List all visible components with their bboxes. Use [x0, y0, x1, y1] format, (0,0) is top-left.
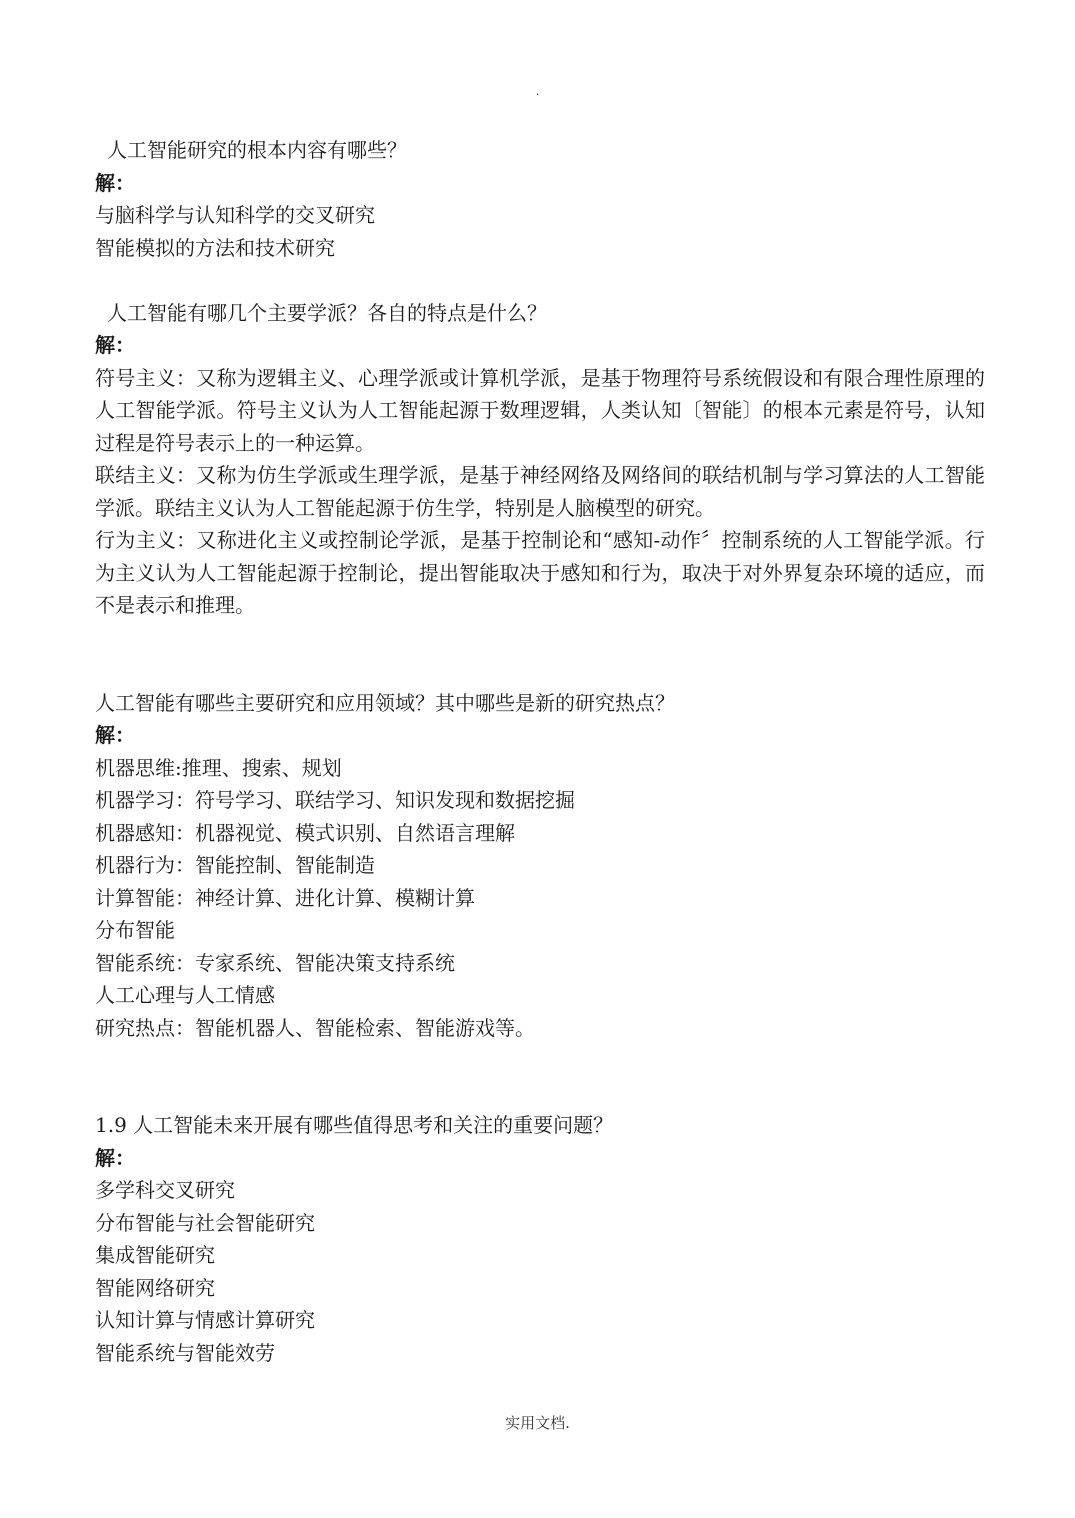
page-footer: 实用文档.	[505, 1414, 570, 1432]
document-body	[95, 134, 985, 1369]
answer-label: 解：	[95, 1145, 135, 1170]
answer-item: 智能系统与智能效劳	[95, 1340, 275, 1365]
answer-item: 智能模拟的方法和技术研究	[95, 235, 335, 260]
answer-item: 智能系统：专家系统、智能决策支持系统	[95, 950, 455, 975]
question-section-2	[95, 297, 985, 622]
question-heading: 1.9 人工智能未来开展有哪些值得思考和关注的重要问题？	[95, 1113, 614, 1137]
answer-label: 解：	[95, 333, 135, 357]
answer-item: 集成智能研究	[95, 1243, 215, 1267]
question-heading: 人工智能研究的根本内容有哪些？	[107, 138, 407, 162]
question-section-1	[95, 134, 985, 264]
answer-item: 分布智能与社会智能研究	[95, 1210, 315, 1235]
answer-item: 与脑科学与认知科学的交叉研究	[95, 203, 375, 227]
answer-label: 解：	[95, 170, 135, 195]
question-section-4	[95, 1109, 985, 1369]
answer-item: 机器学习：符号学习、联结学习、知识发现和数据挖掘	[95, 788, 575, 812]
answer-item: 机器思维:推理、搜索、规划	[95, 755, 342, 780]
answer-label: 解：	[95, 723, 135, 747]
header-mark: .	[536, 87, 540, 98]
answer-item: 智能网络研究	[95, 1275, 215, 1300]
answer-item: 计算智能：神经计算、进化计算、模糊计算	[95, 885, 475, 910]
answer-item: 分布智能	[95, 918, 175, 942]
answer-item: 多学科交叉研究	[95, 1178, 235, 1202]
question-heading: 人工智能有哪几个主要学派？各自的特点是什么？	[107, 300, 547, 325]
question-section-3	[95, 687, 985, 1045]
answer-item: 认知计算与情感计算研究	[95, 1308, 315, 1332]
answer-paragraph: 符号主义：又称为逻辑主义、心理学派或计算机学派，是基于物理符号系统假设和有限合理性原理的人工智能学派。符号主义认为人工智能起源于数理逻辑，人类认知〔智能〕的根本元素是符号，认知过程是符号表示上的一种运算。	[95, 365, 985, 455]
answer-item: 研究热点：智能机器人、智能检索、智能游戏等。	[95, 1015, 535, 1040]
answer-item: 机器感知：机器视觉、模式识别、自然语言理解	[95, 820, 515, 845]
answer-item: 人工心理与人工情感	[95, 983, 275, 1007]
question-heading: 人工智能有哪些主要研究和应用领域？其中哪些是新的研究热点？	[95, 690, 675, 715]
answer-item: 机器行为：智能控制、智能制造	[95, 853, 375, 877]
answer-paragraph: 行为主义：又称进化主义或控制论学派，是基于控制论和“感知-动作〞控制系统的人工智能学派。行为主义认为人工智能起源于控制论，提出智能取决于感知和行为，取决于对外界复杂环境的适应，而不是表示和推理。	[95, 528, 985, 617]
answer-paragraph: 联结主义：又称为仿生学派或生理学派，是基于神经网络及网络间的联结机制与学习算法的人工智能学派。联结主义认为人工智能起源于仿生学，特别是人脑模型的研究。	[95, 463, 985, 520]
